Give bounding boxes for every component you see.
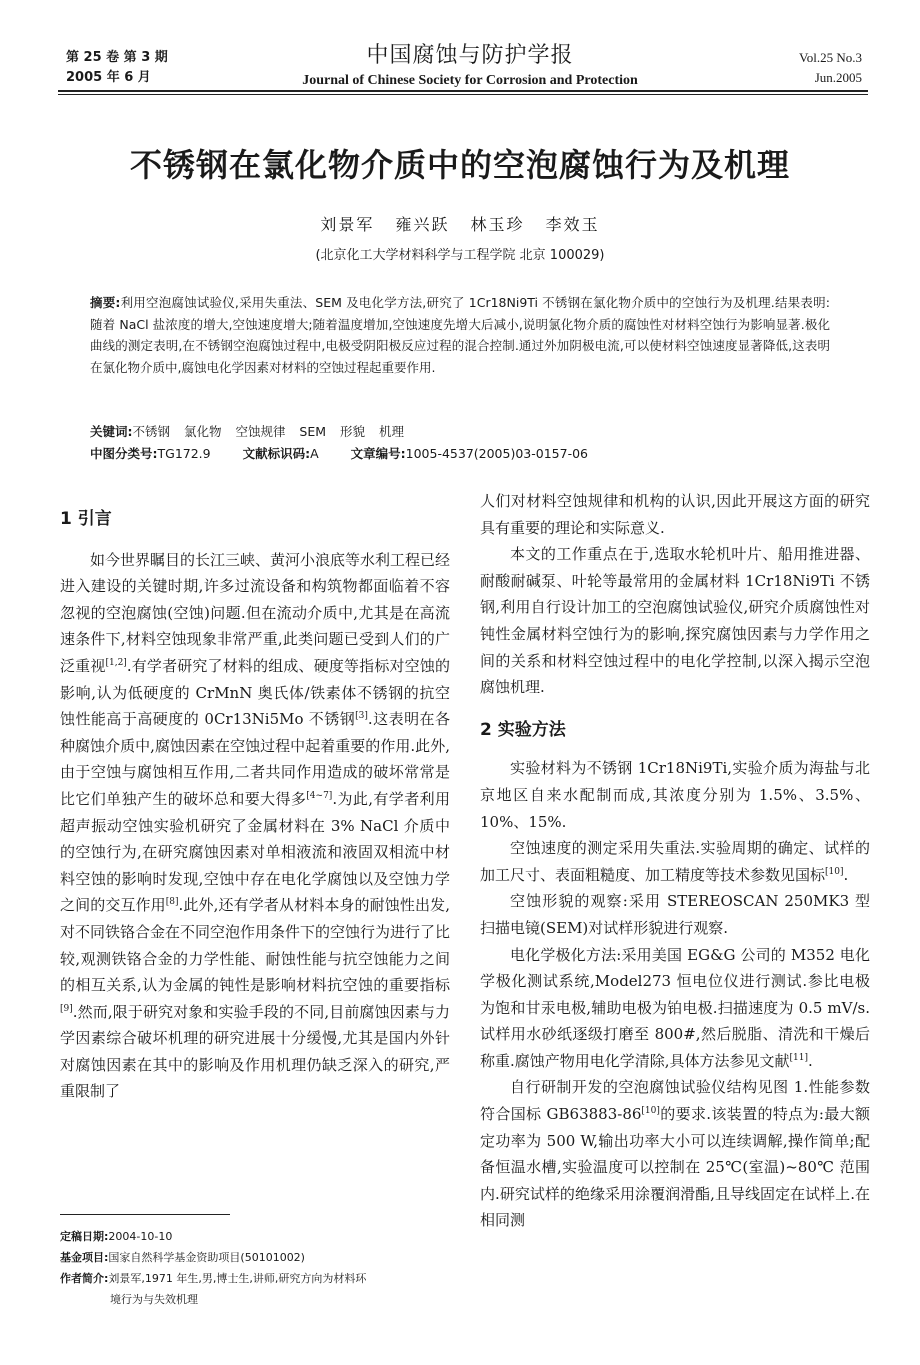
- polarization-paragraph: [480, 942, 870, 1075]
- header-rule-thin: [58, 94, 868, 95]
- footnote-rule: [60, 1214, 230, 1215]
- citation: [4~7]: [306, 790, 333, 801]
- keywords-text: 不锈钢 氯化物 空蚀规律 SEM 形貌 机理: [132, 424, 404, 439]
- doc-code-label: 文献标识码:: [242, 446, 311, 461]
- apparatus-text-2: 的要求.该装置的特点为:最大额定功率为 500 W,输出功率大小可以连续调解,操作简单;配备恒温水槽,实验温度可以控制在 25℃(室温)~80℃ 范围内.研究试样的绝缘采用涂覆润滑酯,且导线固定在试样上.在相同测: [480, 1105, 870, 1230]
- affiliation: (北京化工大学材料科学与工程学院 北京 100029): [315, 248, 605, 263]
- abstract-text: 利用空泡腐蚀试验仪,采用失重法、SEM 及电化学方法,研究了 1Cr18Ni9Ti 不锈钢在氯化物介质中的空蚀行为及机理.结果表明:随着 NaCl 盐浓度的增大,空蚀速度增大;随着温度增加,空蚀速度先增大后减小,说明氯化物介质的腐蚀性对材料空蚀行为影响显著.极化曲线的测定表明,在不锈钢空泡腐蚀过程中,电极受阴阳极反应过程的混合控制.通过外加阴极电流,可以使材料空蚀速度显著降低,这表明在氯化物介质中,腐蚀电化学因素对材料的空蚀过程起重要作用.: [90, 295, 830, 375]
- intro-text-1: 如今世界瞩目的长江三峡、黄河小浪底等水利工程已经进入建设的关键时期,许多过流设备和构筑物都面临着不容忽视的空泡腐蚀(空蚀)问题.但在流动介质中,尤其是在高流速条件下,材料空蚀现象非常严重,此类问题已受到人们的广泛重视: [60, 550, 451, 675]
- weight-loss-paragraph: [480, 835, 870, 888]
- intro-paragraph: [60, 547, 450, 1105]
- weight-loss-end: .: [843, 865, 849, 884]
- sem-paragraph: 空蚀形貌的观察:采用 STEREOSCAN 250MK3 型扫描电镜(SEM)对试样形貌进行观察.: [480, 892, 870, 937]
- volume-cn: 第 25 卷 第 3 期: [66, 50, 168, 65]
- section-2-title: 2 实验方法: [480, 719, 566, 740]
- received-date: [60, 1226, 460, 1247]
- journal-title-cn: 中国腐蚀与防护学报: [366, 43, 574, 68]
- intro-continuation: 人们对材料空蚀规律和机构的认识,因此开展这方面的研究具有重要的理论和实际意义.: [480, 492, 870, 537]
- apparatus-paragraph: [480, 1074, 870, 1234]
- article-no-label: 文章编号:: [350, 446, 406, 461]
- citation: [11]: [789, 1052, 809, 1063]
- volume-en: Vol.25 No.3: [799, 50, 862, 65]
- issue-info-en: [799, 48, 862, 88]
- weight-loss-text: 空蚀速度的测定采用失重法.实验周期的确定、试样的加工尺寸、表面粗糙度、加工精度等技术参数见国标: [480, 839, 870, 884]
- intro-text-4: .为此,有学者利用超声振动空蚀实验机研究了金属材料在 3% NaCl 介质中的空蚀行为,在研究腐蚀因素对单相液流和液固双相流中材料空蚀的影响时发现,空蚀中存在电化学腐蚀以及空蚀力学之间的交互作用: [60, 789, 450, 915]
- keywords: [90, 422, 830, 440]
- intro-text-5: .此外,还有学者从材料本身的耐蚀性出发,对不同铁铬合金在不同空泡作用条件下的空蚀行为进行了比较,观测铁铬合金的力学性能、耐蚀性能与抗空蚀能力之间的相互关系,认为金属的钝性是影响材料抗空蚀的重要指标: [60, 896, 451, 995]
- work-focus-paragraph: 本文的工作重点在于,选取水轮机叶片、船用推进器、耐酸耐碱泵、叶轮等最常用的金属材料 1Cr18Ni9Ti 不锈钢,利用自行设计加工的空泡腐蚀试验仪,研究介质腐蚀性对钝性金属材料空蚀行为的影响,探究腐蚀因素与力学作用之间的关系和材料空蚀过程中的电化学控制,以深入揭示空泡腐蚀机理.: [480, 545, 870, 697]
- right-column: [480, 488, 870, 1234]
- abstract-label: 摘要:: [90, 295, 121, 310]
- citation: [3]: [355, 711, 368, 722]
- intro-text-6: .然而,限于研究对象和实验手段的不同,目前腐蚀因素与力学因素综合破坏机理的研究进展十分缓慢,尤其是国内外针对腐蚀因素在其中的影响及作用机理仍缺乏深入的研究,严重限制了: [60, 1002, 450, 1101]
- date-en: Jun.2005: [814, 70, 862, 85]
- journal-masthead: [230, 38, 710, 89]
- journal-title-en: Journal of Chinese Society for Corrosion and Protection: [302, 73, 638, 88]
- polarization-text: 电化学极化方法:采用美国 EG&G 公司的 M352 电化学极化测试系统,Model273 恒电位仪进行测试.参比电极为饱和甘汞电极,辅助电极为铂电极.扫描速度为 0.5 mV/s.试样用水砂纸逐级打磨至 800#,然后脱脂、清洗和干燥后称重.腐蚀产物用电化学清除,具体方法参见文献: [480, 945, 870, 1070]
- author-list: 刘景军 雍兴跃 林玉珍 李效玉: [320, 215, 600, 234]
- intro-text-2: .有学者研究了材料的组成、硬度等指标对空蚀的影响,认为低硬度的 CrMnN 奥氏体/铁素体不锈钢的抗空蚀性能高于高硬度的 0Cr13Ni5Mo 不锈钢: [60, 656, 450, 729]
- issue-info-cn: [66, 48, 168, 88]
- fund-value: 国家自然科学基金资助项目(50101002): [108, 1251, 305, 1264]
- date-cn: 2005 年 6 月: [66, 70, 151, 85]
- paper-title: 不锈钢在氯化物介质中的空泡腐蚀行为及机理: [129, 146, 790, 184]
- clc-value: TG172.9: [157, 446, 211, 461]
- intro-text-3: .这表明在各种腐蚀介质中,腐蚀因素在空蚀过程中起着重要的作用.此外,由于空蚀与腐蚀相互作用,二者共同作用造成的破坏常常是比它们单独产生的破坏总和要大得多: [60, 710, 450, 808]
- section-1-title: 1 引言: [60, 509, 112, 529]
- footnotes: [60, 1226, 460, 1310]
- materials-paragraph: 实验材料为不锈钢 1Cr18Ni9Ti,实验介质为海盐与北京地区自来水配制而成,其浓度分别为 1.5%、3.5%、10%、15%.: [480, 759, 870, 831]
- polarization-end: .: [808, 1051, 813, 1070]
- apparatus-text-1: 自行研制开发的空泡腐蚀试验仪结构见图 1.性能参数符合国标 GB63883-86: [480, 1078, 870, 1124]
- author-bio-label: 作者简介:: [60, 1272, 109, 1285]
- abstract: [90, 292, 830, 378]
- author-bio: [60, 1268, 460, 1289]
- citation: [10]: [641, 1106, 660, 1117]
- author-bio-cont: 境行为与失效机理: [110, 1293, 198, 1306]
- keywords-label: 关键词:: [90, 424, 133, 439]
- received-value: 2004-10-10: [108, 1230, 173, 1243]
- header-rule-thick: [58, 90, 868, 92]
- doc-code-value: A: [310, 446, 319, 461]
- citation: [9]: [60, 1003, 73, 1014]
- clc-label: 中图分类号:: [90, 446, 158, 461]
- citation: [8]: [165, 897, 179, 908]
- received-label: 定稿日期:: [60, 1230, 109, 1243]
- citation: [1,2]: [105, 657, 127, 668]
- citation: [10]: [825, 866, 844, 877]
- fund-info: [60, 1247, 460, 1268]
- classification: [90, 444, 830, 462]
- fund-label: 基金项目:: [60, 1251, 109, 1264]
- left-column: [60, 500, 450, 1105]
- author-bio-value: 刘景军,1971 年生,男,博士生,讲师,研究方向为材料环: [108, 1272, 367, 1285]
- article-no-value: 1005-4537(2005)03-0157-06: [405, 446, 588, 461]
